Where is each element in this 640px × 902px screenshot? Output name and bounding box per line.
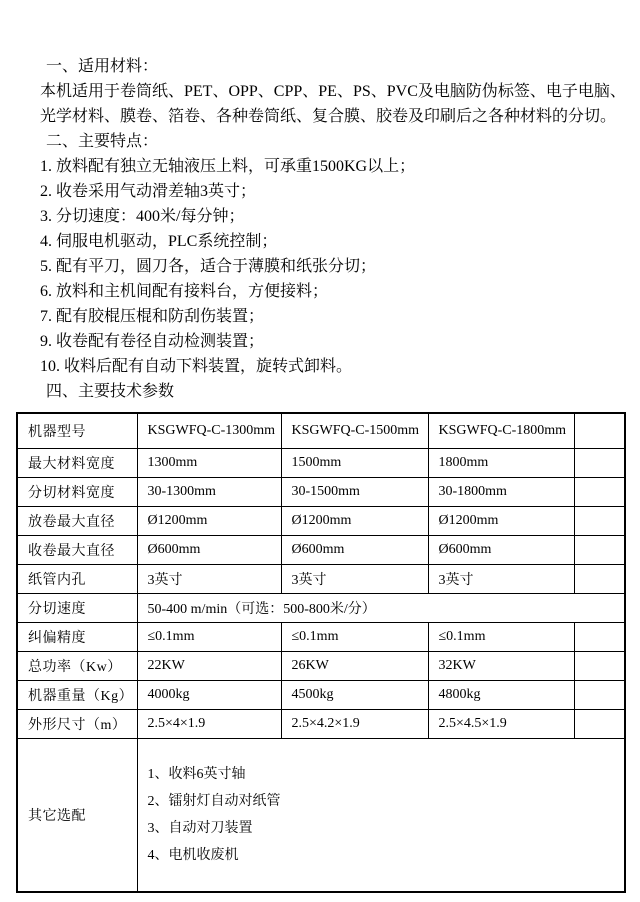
spec-empty-cell — [574, 506, 625, 535]
spec-label: 总功率（Kw） — [17, 651, 137, 680]
spec-empty-cell — [574, 709, 625, 738]
spec-label: 纸管内孔 — [17, 564, 137, 593]
spec-value: Ø1200mm — [428, 506, 574, 535]
feature-item: 2. 收卷采用气动滑差轴3英寸； — [40, 183, 257, 200]
table-row-model — [17, 413, 625, 448]
table-row-core-bore — [17, 564, 625, 593]
spec-value: 32KW — [428, 651, 574, 680]
spec-value: 2.5×4×1.9 — [137, 709, 281, 738]
table-row-rewind-diameter — [17, 535, 625, 564]
spec-label: 分切材料宽度 — [17, 477, 137, 506]
feature-item: 10. 收料后配有自动下料装置，旋转式卸料。 — [40, 358, 353, 375]
spec-empty-cell — [574, 413, 625, 448]
table-row-unwind-diameter — [17, 506, 625, 535]
feature-item: 4. 伺服电机驱动，PLC系统控制； — [40, 233, 278, 250]
spec-label: 收卷最大直径 — [17, 535, 137, 564]
spec-value: ≤0.1mm — [428, 622, 574, 651]
spec-value: ≤0.1mm — [137, 622, 281, 651]
spec-value: Ø600mm — [428, 535, 574, 564]
spec-value: 30-1500mm — [281, 477, 428, 506]
spec-empty-cell — [574, 651, 625, 680]
spec-empty-cell — [574, 680, 625, 709]
spec-options-cell — [137, 738, 625, 892]
table-row-options — [17, 738, 625, 892]
spec-value: Ø600mm — [137, 535, 281, 564]
spec-value: Ø600mm — [281, 535, 428, 564]
document-body-text — [0, 0, 640, 404]
section-heading-specs: 四、主要技术参数 — [46, 383, 175, 400]
feature-item: 9. 收卷配有卷径自动检测装置； — [40, 333, 265, 350]
table-row-speed — [17, 593, 625, 622]
spec-value: 22KW — [137, 651, 281, 680]
spec-value: Ø1200mm — [281, 506, 428, 535]
feature-item: 1. 放料配有独立无轴液压上料，可承重1500KG以上； — [40, 158, 416, 175]
spec-label: 放卷最大直径 — [17, 506, 137, 535]
spec-empty-cell — [574, 564, 625, 593]
table-row-max-width — [17, 448, 625, 477]
spec-label: 分切速度 — [17, 593, 137, 622]
materials-paragraph-line: 光学材料、膜卷、箔卷、各种卷筒纸、复合膜、胶卷及印刷后之各种材料的分切。 — [40, 108, 617, 125]
spec-label: 其它选配 — [17, 738, 137, 892]
spec-value: 4000kg — [137, 680, 281, 709]
spec-value: 2.5×4.2×1.9 — [281, 709, 428, 738]
spec-value: ≤0.1mm — [281, 622, 428, 651]
spec-value: KSGWFQ-C-1300mm — [137, 413, 281, 448]
spec-value: 30-1800mm — [428, 477, 574, 506]
table-row-slit-width — [17, 477, 625, 506]
section-heading-features: 二、主要特点： — [46, 133, 159, 150]
table-row-power — [17, 651, 625, 680]
spec-value: 3英寸 — [281, 564, 428, 593]
spec-empty-cell — [574, 535, 625, 564]
spec-label: 机器型号 — [17, 413, 137, 448]
spec-value: 2.5×4.5×1.9 — [428, 709, 574, 738]
option-item: 3、自动对刀装置 — [147, 820, 253, 836]
feature-item: 7. 配有胶棍压棍和防刮伤装置； — [40, 308, 265, 325]
feature-item: 6. 放料和主机间配有接料台，方便接料； — [40, 283, 329, 300]
spec-value: KSGWFQ-C-1800mm — [428, 413, 574, 448]
spec-label: 机器重量（Kg） — [17, 680, 137, 709]
table-row-dimensions — [17, 709, 625, 738]
spec-empty-cell — [574, 622, 625, 651]
spec-value: Ø1200mm — [137, 506, 281, 535]
spec-value: 1300mm — [137, 448, 281, 477]
spec-value: 26KW — [281, 651, 428, 680]
specs-table — [16, 412, 626, 893]
spec-value: 1800mm — [428, 448, 574, 477]
table-row-deviation — [17, 622, 625, 651]
spec-value: 3英寸 — [428, 564, 574, 593]
spec-label: 最大材料宽度 — [17, 448, 137, 477]
option-item: 1、收料6英寸轴 — [147, 766, 246, 782]
spec-value-span: 50-400 m/min（可选：500-800米/分） — [137, 593, 625, 622]
spec-empty-cell — [574, 448, 625, 477]
spec-label: 纠偏精度 — [17, 622, 137, 651]
spec-value: 4500kg — [281, 680, 428, 709]
feature-item: 5. 配有平刀，圆刀各，适合于薄膜和纸张分切； — [40, 258, 377, 275]
spec-empty-cell — [574, 477, 625, 506]
spec-value: KSGWFQ-C-1500mm — [281, 413, 428, 448]
option-item: 2、镭射灯自动对纸管 — [147, 793, 281, 809]
option-item: 4、电机收废机 — [147, 847, 239, 863]
spec-value: 4800kg — [428, 680, 574, 709]
materials-paragraph-line: 本机适用于卷筒纸、PET、OPP、CPP、PE、PS、PVC及电脑防伪标签、电子电脑、 — [40, 83, 626, 100]
section-heading-materials: 一、适用材料： — [46, 58, 159, 75]
spec-value: 3英寸 — [137, 564, 281, 593]
table-row-weight — [17, 680, 625, 709]
feature-item: 3. 分切速度：400米/每分钟； — [40, 208, 245, 225]
spec-value: 30-1300mm — [137, 477, 281, 506]
spec-label: 外形尺寸（m） — [17, 709, 137, 738]
spec-value: 1500mm — [281, 448, 428, 477]
